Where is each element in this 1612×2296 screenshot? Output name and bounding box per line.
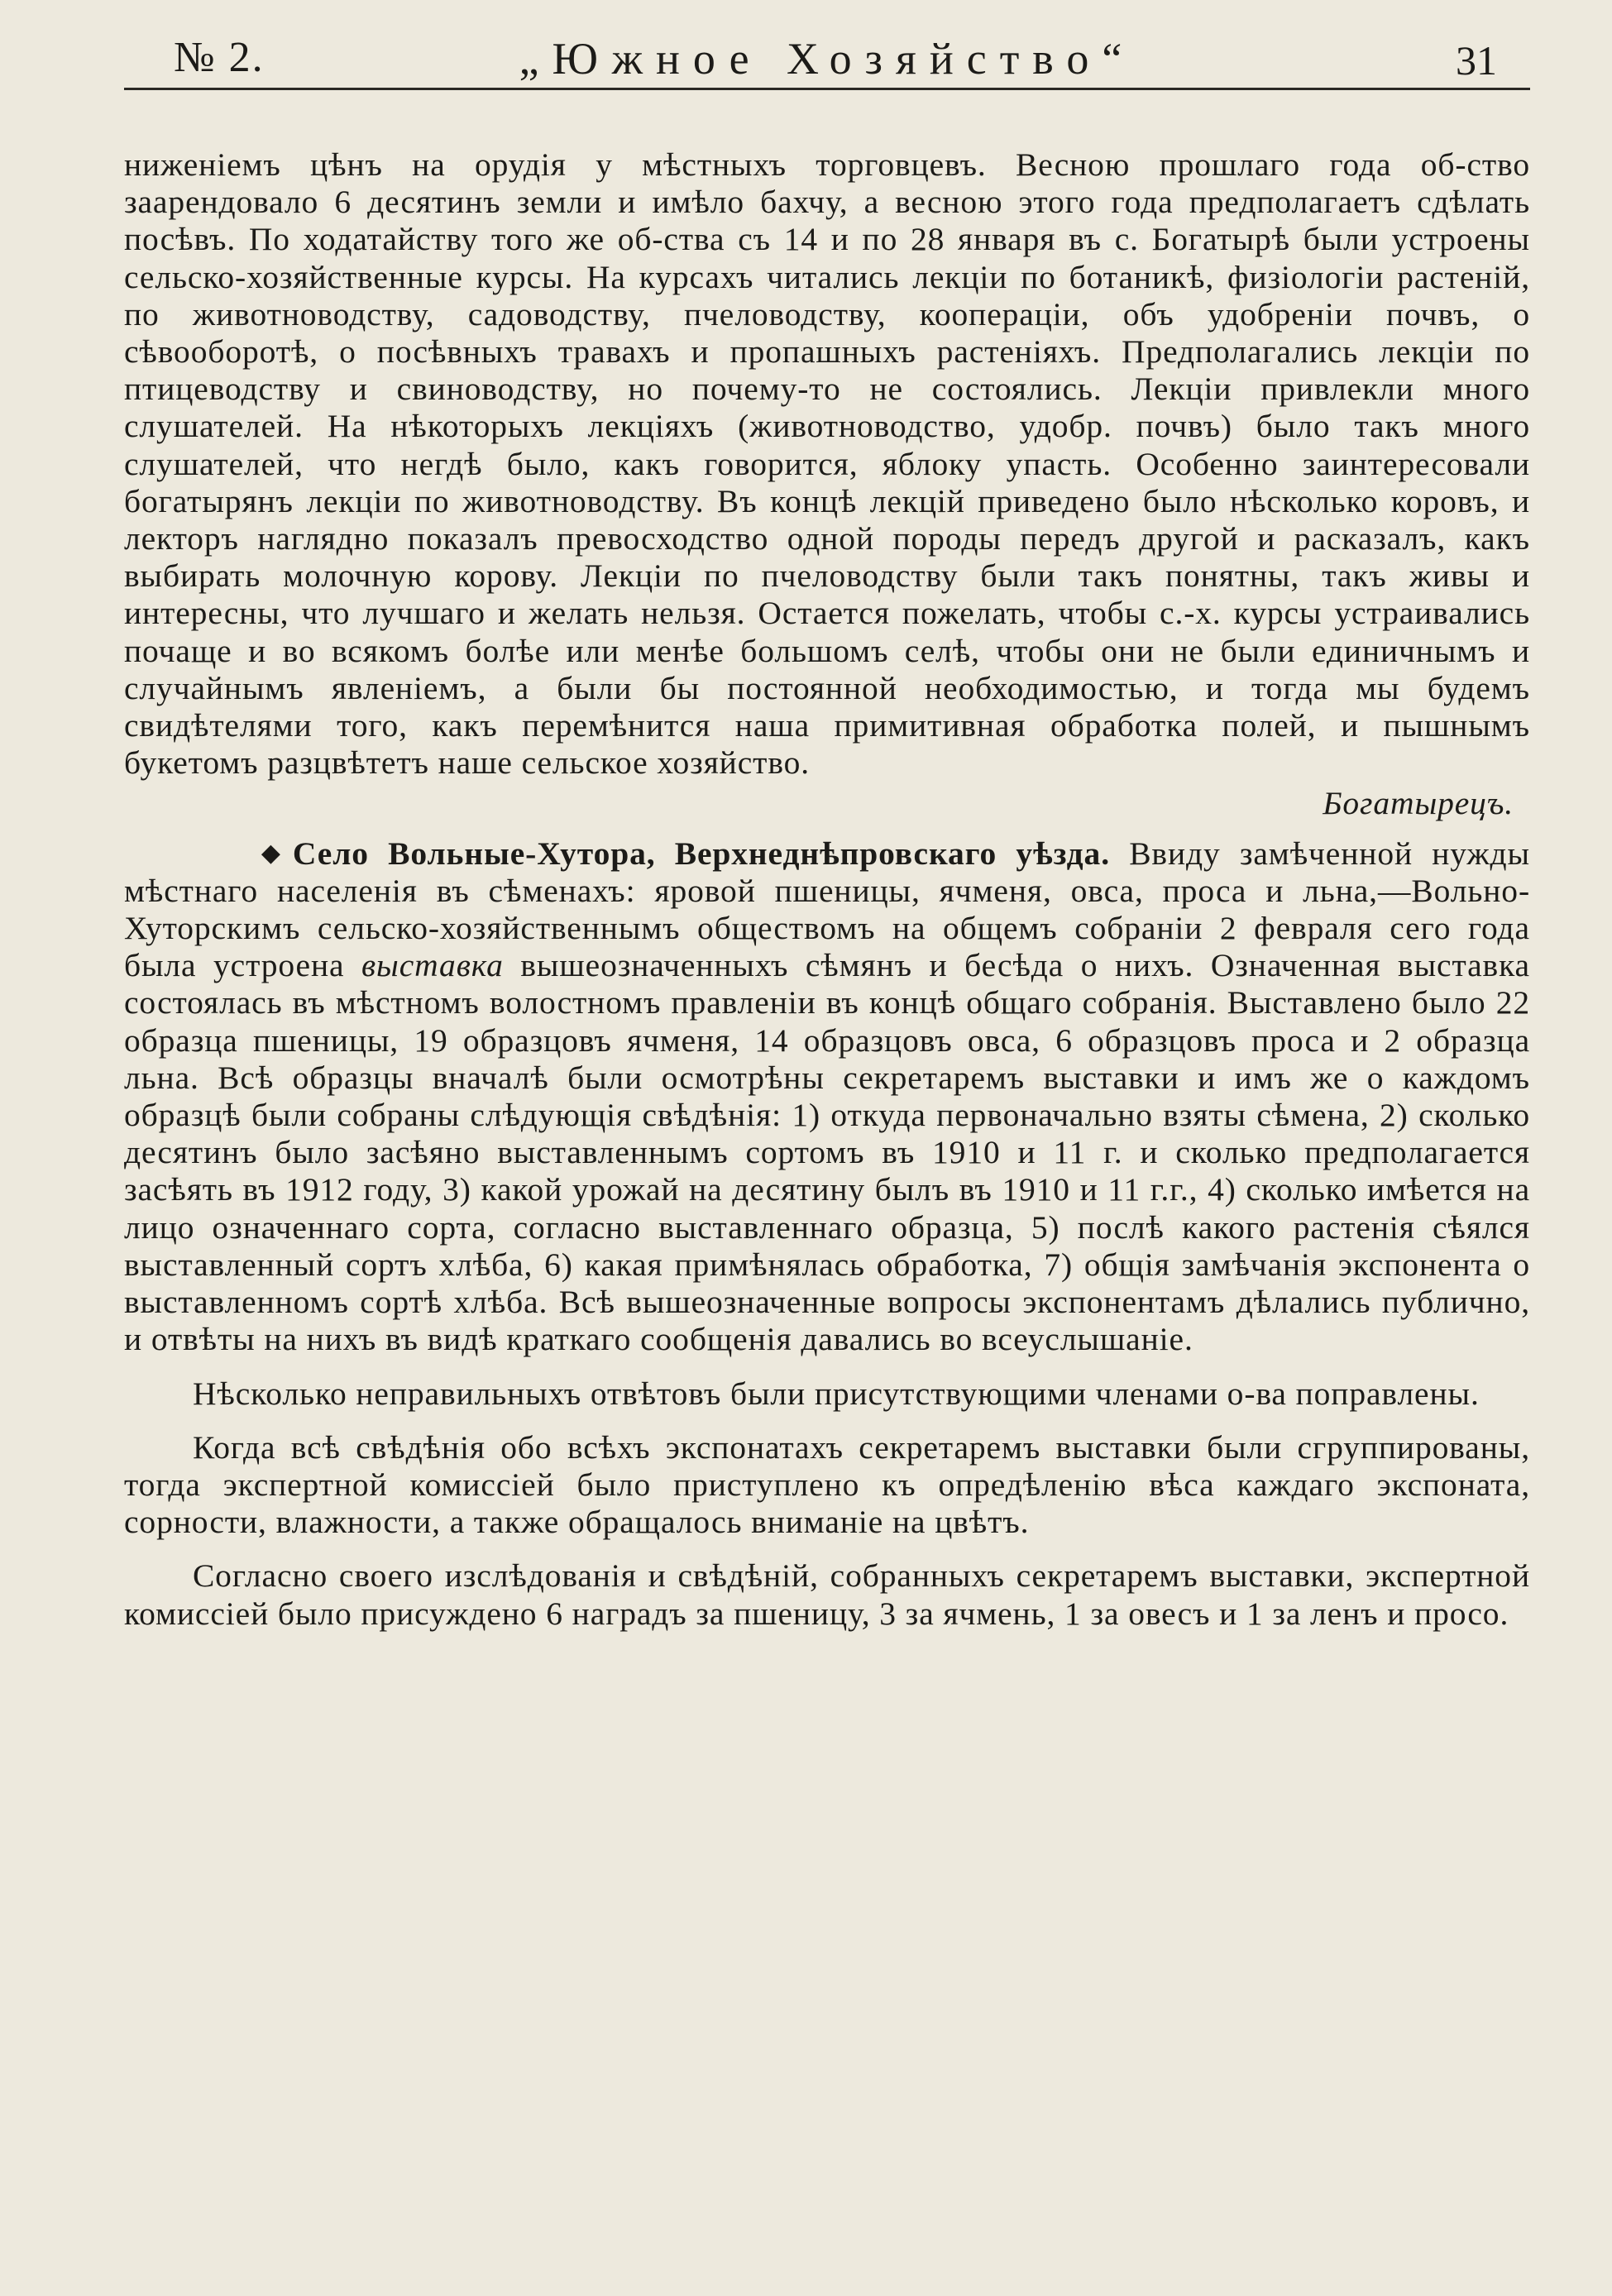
article2-heading: Село Вольные-Хутора, Верхнеднѣпровскаго уѣзда.: [292, 835, 1110, 872]
journal-title: „Южное Хозяйство“: [519, 34, 1136, 84]
article2-intro-paragraph: [124, 835, 1530, 1359]
running-header: [124, 33, 1530, 90]
issue-number: № 2.: [174, 34, 265, 81]
ornament-diamond-icon: ◆: [261, 839, 281, 867]
article2-intro-text-a: Ввиду замѣченной нужды мѣстнаго населенія въ сѣменахъ: яровой пшеницы, ячменя, овса, проса и льна,—Вольно-Хуторскимъ сельско-хозяйственнымъ обществомъ на общемъ собраніи 2 февраля сего года была устроена: [124, 835, 1530, 984]
article2-paragraph-4: Согласно своего изслѣдованія и свѣдѣній, собранныхъ секретаремъ выставки, экспертной комиссіей было присуждено 6 наградъ за пшеницу, 3 за ячмень, 1 за овесъ и 1 за ленъ и просо.: [124, 1557, 1530, 1632]
article2-paragraph-2: Нѣсколько неправильныхъ отвѣтовъ были присутствующими членами о-ва поправлены.: [192, 1375, 1480, 1412]
article2-paragraph-3: Когда всѣ свѣдѣнія обо всѣхъ экспонатахъ секретаремъ выставки были сгруппированы, тогда экспертной комиссіей было приступлено къ опредѣленію вѣса каждаго экспоната, сорности, влажности, а также обращалось вниманіе на цвѣтъ.: [124, 1428, 1530, 1541]
article1-paragraph: ниженіемъ цѣнъ на орудія у мѣстныхъ торговцевъ. Весною прошлаго года об-ство заарендовало 6 десятинъ земли и имѣло бахчу, а весною этого года предполагаетъ сдѣлать посѣвъ. По ходатайству того же об-ства съ 14 и по 28 января въ с. Богатырѣ были устроены сельско-хозяйственные курсы. На курсахъ читались лекціи по ботаникѣ, физіологіи растеній, по животноводству, садоводству, пчеловодству, коопераціи, объ удобреніи почвъ, о сѣвооборотѣ, о посѣвныхъ травахъ и пропашныхъ растеніяхъ. Предполагались лекціи по птицеводству и свиноводству, но почему-то не состоялись. Лекціи привлекли много слушателей. На нѣкоторыхъ лекціяхъ (животноводство, удобр. почвъ) было такъ много слушателей, что негдѣ было, какъ говорится, яблоку упасть. Особенно заинтересовали богатырянъ лекціи по животноводству. Въ концѣ лекцій приведено было нѣсколько коровъ, и лекторъ наглядно показалъ превосходство одной породы передъ другой и расказалъ, какъ выбирать молочную корову. Лекціи по пчеловодству были такъ понятны, такъ живы и интересны, что лучшаго и желать нельзя. Остается пожелать, чтобы с.-х. курсы устраивались почаще и во всякомъ болѣе или менѣе большомъ селѣ, чтобы они не были единичнымъ и случайнымъ явленіемъ, а были бы постоянной необходимостью, и тогда мы будемъ свидѣтелями того, какъ перемѣнится наша примитивная обработка полей, и пышнымъ букетомъ разцвѣтетъ наше сельское хозяйство.: [124, 146, 1530, 782]
article-body: [124, 146, 1530, 1633]
article2-italic-word: выставка: [361, 947, 504, 984]
article2-intro-text-b: вышеозначенныхъ сѣмянъ и бесѣда о нихъ. Означенная выставка состоялась въ мѣстномъ волостномъ правленіи въ концѣ общаго собранія. Выставлено было 22 образца пшеницы, 19 образцовъ ячменя, 14 образцовъ овса, 6 образцовъ проса и 2 образца льна. Всѣ образцы вначалѣ были осмотрѣны секретаремъ выставки и имъ же о каждомъ образцѣ были собраны слѣдующія свѣдѣнія: 1) откуда первоначально взяты сѣмена, 2) сколько десятинъ было засѣяно выставленнымъ сортомъ въ 1910 и 11 г. и сколько предполагается засѣять въ 1912 году, 3) какой урожай на десятину былъ въ 1910 и 11 г.г., 4) сколько имѣется на лицо означеннаго сорта, согласно выставленнаго образца, 5) послѣ какого растенія сѣялся выставленный сортъ хлѣба, 6) какая примѣнялась обработка, 7) общія замѣчанія экспонента о выставленномъ сортѣ хлѣба. Всѣ вышеозначенные вопросы экспонентамъ дѣлались публично, и отвѣты на нихъ въ видѣ краткаго сообщенія давались во всеуслышаніе.: [124, 947, 1530, 1358]
page-number: 31: [1456, 37, 1497, 84]
article1-signature: Богатырецъ.: [1323, 785, 1514, 822]
journal-page: [124, 33, 1530, 2250]
